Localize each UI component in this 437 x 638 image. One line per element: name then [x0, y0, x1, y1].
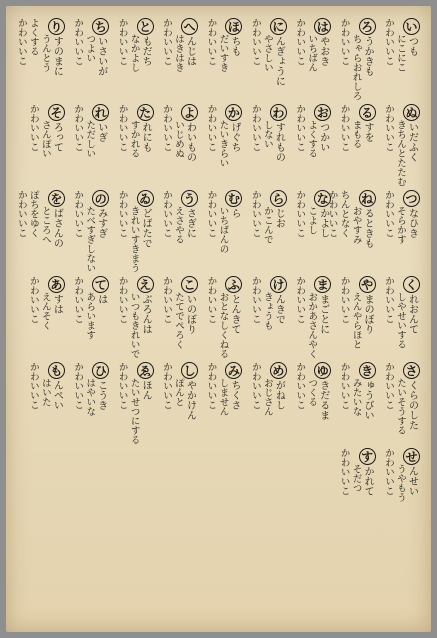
entry-line: うやもう — [395, 464, 406, 502]
kana-circle: す — [359, 448, 376, 465]
karuta-entry — [378, 274, 422, 360]
karuta-entry — [67, 274, 111, 360]
entry-line: かわいいこ — [116, 190, 128, 238]
karuta-sheet — [6, 6, 431, 632]
entry-line: うんとう — [39, 34, 51, 72]
entry-line: きれいすきまう — [128, 206, 140, 273]
entry-line: かわいいこ — [326, 190, 338, 238]
karuta-entry — [22, 102, 66, 188]
kana-circle: う — [181, 190, 198, 207]
kana-circle: ね — [359, 190, 376, 207]
entry-line: たいそうする — [395, 378, 406, 435]
entry-line: かわいいこ — [294, 276, 306, 324]
entry-heading: ままごとに — [314, 276, 331, 334]
entry-line: かわいいこ — [383, 276, 394, 324]
entry-heading: ひこうき — [92, 362, 109, 410]
entry-line: そだつ — [350, 464, 362, 493]
karuta-entry — [22, 360, 66, 446]
entry-line: いつもきれいで — [128, 292, 140, 359]
entry-heading: せんせい — [403, 448, 420, 496]
kana-circle: ほ — [225, 18, 242, 35]
entry-line: よくする — [306, 120, 318, 158]
entry-line: ぽちをゆく — [27, 190, 39, 238]
entry-heading: らじお — [270, 190, 287, 228]
entry-line: かわいいこ — [72, 276, 84, 324]
entry-line: かわいいこ — [116, 18, 128, 66]
entry-heading: わすれもの — [270, 104, 287, 162]
entry-line: きょうも — [261, 292, 273, 330]
kana-circle: も — [48, 362, 65, 379]
karuta-entry — [111, 102, 155, 188]
kana-circle: に — [270, 18, 287, 35]
kana-circle: せ — [403, 448, 420, 465]
entry-line: だいすき — [217, 34, 229, 72]
karuta-entry — [67, 102, 111, 188]
entry-heading: くれおんて — [403, 276, 420, 334]
kana-circle: め — [270, 362, 287, 379]
entry-heading: れいぎ — [92, 104, 109, 142]
karuta-entry — [244, 188, 288, 274]
entry-line: ところへ — [39, 206, 51, 244]
entry-line: えんそく — [39, 292, 51, 330]
entry-line: さんぽい — [39, 120, 51, 158]
entry-line: かわいいこ — [249, 18, 261, 66]
kana-circle: ふ — [225, 276, 242, 293]
entry-line: かわいいこ — [338, 448, 350, 496]
entry-heading: かげぐち — [225, 104, 242, 152]
entry-line: かわいいこ — [338, 276, 350, 324]
entry-heading: へんじは — [181, 18, 198, 66]
kana-circle: ゆ — [314, 362, 331, 379]
kana-circle: け — [270, 276, 287, 293]
kana-circle: し — [181, 362, 198, 379]
kana-circle: を — [48, 190, 65, 207]
entry-line: かわいいこ — [249, 104, 261, 152]
karuta-entry — [244, 16, 288, 102]
entry-line: おかあさんやく — [306, 292, 318, 359]
entry-line: つよい — [84, 34, 96, 63]
entry-line: かわいいこ — [72, 362, 84, 410]
karuta-entry — [156, 16, 200, 102]
karuta-entry — [156, 102, 200, 188]
entry-line: しない — [261, 120, 273, 149]
karuta-entry — [289, 274, 333, 360]
kana-circle: そ — [48, 104, 65, 121]
entry-heading: いつも — [403, 18, 420, 56]
kana-circle: や — [359, 276, 376, 293]
entry-line: かわいいこ — [161, 190, 173, 238]
karuta-entry — [289, 360, 333, 446]
karuta-entry — [244, 274, 288, 360]
entry-heading: さくらのした — [403, 362, 420, 430]
entry-line: かわいいこ — [161, 276, 173, 324]
entry-line: たいせつにする — [128, 378, 140, 445]
entry-line: あらいます — [84, 292, 96, 340]
entry-line: かわいいこ — [161, 104, 173, 152]
entry-line: おじさん — [261, 378, 273, 416]
kana-circle: ひ — [92, 362, 109, 379]
karuta-entry — [289, 102, 333, 188]
karuta-entry — [67, 360, 111, 446]
entry-line: かわいいこ — [249, 362, 261, 410]
entry-line: かわいいこ — [294, 362, 306, 410]
kana-circle: て — [92, 276, 109, 293]
entry-heading: めがねし — [270, 362, 287, 410]
entry-line: かわいいこ — [294, 190, 306, 238]
kana-circle: ゑ — [137, 362, 154, 379]
entry-line: かわいいこ — [116, 104, 128, 152]
kana-circle: い — [403, 18, 420, 35]
entry-line: たべすぎしない — [84, 206, 96, 273]
karuta-entry — [333, 102, 377, 188]
karuta-grid — [15, 16, 422, 616]
entry-line: かこんで — [261, 206, 273, 244]
entry-heading: ゆきだるま — [314, 362, 331, 420]
kana-circle: よ — [181, 104, 198, 121]
entry-line: みたいな — [350, 378, 362, 416]
kana-circle: ろ — [359, 18, 376, 35]
entry-heading: ぬいだふく — [403, 104, 420, 162]
entry-line: はいた — [39, 378, 51, 407]
karuta-entry — [156, 274, 200, 360]
karuta-entry — [67, 16, 111, 102]
entry-line: かわいいこ — [205, 276, 217, 324]
entry-line: かわいいこ — [338, 362, 350, 410]
kana-circle: む — [225, 190, 242, 207]
entry-line: かわいいこ — [27, 276, 39, 324]
karuta-entry — [67, 188, 111, 274]
kana-circle: え — [137, 276, 154, 293]
entry-heading: るすを — [359, 104, 376, 142]
kana-circle: の — [92, 190, 109, 207]
entry-heading: ともだち — [137, 18, 154, 66]
kana-circle: な — [314, 190, 331, 207]
entry-line: かわいいこ — [249, 190, 261, 238]
entry-line: ぽんと — [173, 378, 185, 407]
entry-line: かわいいこ — [205, 190, 217, 238]
entry-heading: うさぎに — [181, 190, 198, 238]
entry-line: まもる — [350, 120, 362, 149]
entry-heading: ろうかきも — [359, 18, 376, 76]
entry-line: すかれる — [128, 120, 140, 158]
entry-line: たいきらい — [217, 120, 229, 168]
karuta-entry — [15, 188, 66, 274]
entry-line: えさやる — [173, 206, 185, 244]
entry-line: かわいいこ — [15, 18, 27, 66]
entry-line: かわいいこ — [338, 104, 350, 152]
karuta-entry — [333, 274, 377, 360]
karuta-entry — [326, 188, 377, 274]
karuta-entry — [15, 16, 66, 102]
entry-line: そらかす — [395, 206, 406, 244]
kana-circle: こ — [181, 276, 198, 293]
karuta-entry — [244, 360, 288, 446]
kana-circle: れ — [92, 104, 109, 121]
entry-line: たてでぺろく — [173, 292, 185, 349]
kana-circle: か — [225, 104, 242, 121]
kana-circle: ら — [270, 190, 287, 207]
karuta-entry — [200, 360, 244, 446]
entry-heading: ゐどばたで — [137, 190, 154, 248]
kana-circle: ゐ — [137, 190, 154, 207]
entry-line: つくる — [306, 378, 318, 407]
entry-heading: みちくさ — [225, 362, 242, 410]
entry-line: かわいいこ — [27, 362, 39, 410]
kana-circle: ち — [92, 18, 109, 35]
entry-line: かわいいこ — [294, 18, 306, 66]
entry-line: かわいいこ — [383, 362, 394, 410]
entry-line: かわいいこ — [116, 276, 128, 324]
entry-heading: やまのぼり — [359, 276, 376, 334]
entry-line: かわいいこ — [383, 190, 394, 238]
entry-heading: ゑほん — [137, 362, 154, 400]
entry-line: かわいいこ — [27, 104, 39, 152]
entry-line: かわいいこ — [338, 18, 350, 66]
kana-circle: と — [137, 18, 154, 35]
entry-heading: ては — [92, 276, 109, 304]
karuta-entry — [378, 446, 422, 532]
entry-line: おやすみ — [350, 206, 362, 244]
karuta-entry — [200, 102, 244, 188]
entry-heading: おつかい — [314, 104, 331, 152]
karuta-entry — [156, 360, 200, 446]
entry-heading: ねるときも — [359, 190, 376, 248]
kana-circle: へ — [181, 18, 198, 35]
kana-circle: く — [403, 276, 420, 293]
entry-line: しません — [217, 378, 229, 416]
entry-line: かわいいこ — [161, 18, 173, 66]
entry-line: かわいいこ — [383, 18, 394, 66]
entry-line: よくする — [27, 18, 39, 56]
entry-heading: をばさんの — [48, 190, 65, 248]
karuta-entry — [378, 16, 422, 102]
entry-line: はやいな — [84, 378, 96, 416]
entry-heading: もんぺい — [48, 362, 65, 410]
entry-line: いちばん — [306, 34, 318, 72]
kana-circle: り — [48, 18, 65, 35]
entry-heading: はやおき — [314, 18, 331, 66]
kana-circle: た — [137, 104, 154, 121]
karuta-entry — [378, 102, 422, 188]
entry-heading: のみすぎ — [92, 190, 109, 238]
entry-heading: つなひき — [403, 190, 420, 238]
entry-line: かわいいこ — [205, 104, 217, 152]
entry-line: かわいいこ — [15, 190, 27, 238]
entry-heading: りすのまに — [48, 18, 65, 76]
kana-circle: は — [314, 18, 331, 35]
entry-line: なかよし — [128, 34, 140, 72]
entry-heading: きゅうびい — [359, 362, 376, 420]
entry-line: かわいいこ — [383, 448, 394, 496]
kana-circle: ぬ — [403, 104, 420, 121]
entry-line: ちんとなく — [338, 190, 350, 238]
karuta-entry — [200, 188, 244, 274]
entry-line: ちゃらおれしろ — [350, 34, 362, 101]
entry-line: いじめぬ — [173, 120, 185, 158]
entry-line: いちばんの — [217, 206, 229, 254]
entry-heading: ほちも — [225, 18, 242, 56]
kana-circle: わ — [270, 104, 287, 121]
entry-heading: たれにも — [137, 104, 154, 152]
entry-line: にこにこ — [395, 34, 406, 72]
entry-line: かわいいこ — [161, 362, 173, 410]
karuta-entry — [333, 446, 377, 532]
entry-heading: よわいもの — [181, 104, 198, 162]
entry-heading: なかよし — [314, 190, 331, 238]
karuta-entry — [111, 188, 155, 274]
karuta-entry — [333, 16, 377, 102]
karuta-entry — [333, 360, 377, 446]
karuta-entry — [111, 16, 155, 102]
kana-circle: お — [314, 104, 331, 121]
kana-circle: き — [359, 362, 376, 379]
entry-heading: しやかけん — [181, 362, 198, 420]
kana-circle: あ — [48, 276, 65, 293]
karuta-entry — [200, 274, 244, 360]
karuta-entry — [200, 16, 244, 102]
entry-line: こよし — [306, 206, 318, 235]
karuta-entry — [244, 102, 288, 188]
kana-circle: る — [359, 104, 376, 121]
entry-line: やさしい — [261, 34, 273, 72]
entry-line: はきはき — [173, 34, 185, 72]
entry-line: かわいいこ — [249, 276, 261, 324]
entry-heading: ふとんきて — [225, 276, 242, 334]
kana-circle: ま — [314, 276, 331, 293]
entry-line: かわいいこ — [116, 362, 128, 410]
entry-line: しやせいする — [395, 292, 406, 349]
entry-line: かわいいこ — [72, 190, 84, 238]
entry-heading: あすは — [48, 276, 65, 314]
karuta-entry — [111, 274, 155, 360]
entry-line: かわいいこ — [205, 18, 217, 66]
entry-line: おとなしくねる — [217, 292, 229, 359]
kana-circle: み — [225, 362, 242, 379]
entry-heading: にんぎょうに — [270, 18, 287, 86]
entry-heading: こいのぼり — [181, 276, 198, 334]
entry-heading: すかれて — [359, 448, 376, 496]
kana-circle: さ — [403, 362, 420, 379]
karuta-entry — [378, 188, 422, 274]
entry-line: ただしい — [84, 120, 96, 158]
entry-heading: そろって — [48, 104, 65, 152]
karuta-entry — [378, 360, 422, 446]
entry-heading: えぶろんは — [137, 276, 154, 334]
kana-circle: つ — [403, 190, 420, 207]
entry-line: かわいいこ — [72, 18, 84, 66]
entry-line: かわいいこ — [72, 104, 84, 152]
entry-line: かわいいこ — [205, 362, 217, 410]
karuta-entry — [22, 274, 66, 360]
entry-heading: ちいさいが — [92, 18, 109, 76]
karuta-entry — [156, 188, 200, 274]
karuta-entry — [289, 16, 333, 102]
entry-heading: むら — [225, 190, 242, 218]
entry-line: かわいいこ — [383, 104, 394, 152]
entry-heading: けんきで — [270, 276, 287, 324]
entry-line: きちんとたたむ — [395, 120, 406, 187]
entry-line: かわいいこ — [294, 104, 306, 152]
entry-line: えんやらほと — [350, 292, 362, 349]
karuta-entry — [289, 188, 333, 274]
karuta-entry — [111, 360, 155, 446]
